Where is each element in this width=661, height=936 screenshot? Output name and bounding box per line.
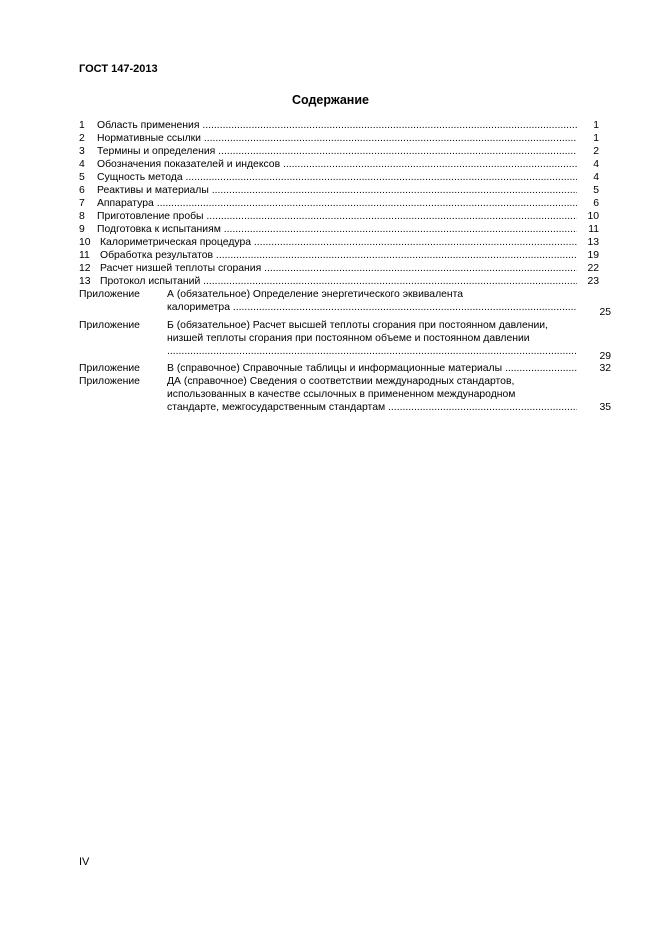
toc-item-page: 4 bbox=[593, 172, 599, 183]
toc-item-page: 22 bbox=[587, 263, 599, 274]
toc-item-number: 2 bbox=[79, 133, 85, 144]
toc-item-title: Расчет низшей теплоты сгорания ..... bbox=[100, 262, 577, 275]
appendix-label: Приложение bbox=[79, 363, 140, 374]
appendix-title-line: ДА (справочное) Сведения о соответствии международных стандартов, bbox=[167, 376, 515, 387]
toc-item[interactable] bbox=[79, 249, 611, 262]
toc-item[interactable] bbox=[79, 236, 611, 249]
toc-item-number: 13 bbox=[79, 276, 91, 287]
appendix-title-line: А (обязательное) Определение энергетического эквивалента bbox=[167, 289, 464, 300]
toc-item-number: 6 bbox=[79, 185, 85, 196]
toc-item[interactable] bbox=[79, 145, 611, 158]
toc-item-title: Подготовка к испытаниям ..... bbox=[97, 223, 577, 236]
toc-item-title: Обозначения показателей и индексов ..... bbox=[97, 158, 577, 171]
toc-item-title: Обработка результатов ..... bbox=[100, 249, 577, 262]
toc-item-page: 19 bbox=[587, 250, 599, 261]
toc-item-number: 4 bbox=[79, 159, 85, 170]
toc-item-page: 10 bbox=[587, 211, 599, 222]
toc-appendix-b[interactable] bbox=[79, 319, 611, 362]
toc-item-page: 1 bbox=[593, 120, 599, 131]
toc-item-title: Нормативные ссылки ..... bbox=[97, 132, 577, 145]
toc-item-title: Аппаратура ..... bbox=[97, 197, 577, 210]
toc-item-number: 11 bbox=[79, 250, 90, 261]
toc-item-number: 7 bbox=[79, 198, 85, 209]
toc-item-title: Область применения ..... bbox=[97, 119, 577, 132]
table-of-contents bbox=[79, 119, 611, 414]
toc-item[interactable] bbox=[79, 197, 611, 210]
toc-appendix-c[interactable] bbox=[79, 362, 611, 375]
toc-item[interactable] bbox=[79, 210, 611, 223]
toc-item-page: 1 bbox=[593, 133, 599, 144]
toc-item-number: 10 bbox=[79, 237, 91, 248]
appendix-page: 25 bbox=[599, 307, 611, 318]
appendix-label: Приложение bbox=[79, 376, 140, 387]
toc-item-page: 2 bbox=[593, 146, 599, 157]
toc-item-title: Реактивы и материалы ..... bbox=[97, 184, 577, 197]
appendix-page: 29 bbox=[599, 351, 611, 362]
appendix-title-line: использованных в качестве ссылочных в примененном международном bbox=[167, 389, 516, 400]
toc-item-page: 4 bbox=[593, 159, 599, 170]
appendix-label: Приложение bbox=[79, 289, 140, 300]
toc-item-number: 9 bbox=[79, 224, 85, 235]
toc-item[interactable] bbox=[79, 262, 611, 275]
appendix-page: 32 bbox=[599, 363, 611, 374]
toc-item-title: Термины и определения ..... bbox=[97, 145, 577, 158]
toc-item[interactable] bbox=[79, 132, 611, 145]
document-code: ГОСТ 147-2013 bbox=[79, 63, 158, 75]
appendix-page: 35 bbox=[599, 402, 611, 413]
toc-item[interactable] bbox=[79, 119, 611, 132]
toc-item[interactable] bbox=[79, 171, 611, 184]
page-number: IV bbox=[79, 856, 90, 868]
toc-item-number: 5 bbox=[79, 172, 85, 183]
toc-item-page: 11 bbox=[588, 224, 599, 235]
toc-appendix-a[interactable] bbox=[79, 288, 611, 318]
appendix-dot-leader bbox=[167, 345, 577, 358]
appendix-label: Приложение bbox=[79, 320, 140, 331]
toc-item-title: Протокол испытаний ..... bbox=[100, 275, 577, 288]
toc-item-page: 5 bbox=[593, 185, 599, 196]
toc-item-number: 3 bbox=[79, 146, 85, 157]
toc-appendix-da[interactable] bbox=[79, 375, 611, 414]
toc-item-number: 1 bbox=[79, 120, 85, 131]
toc-item-title: Калориметрическая процедура ..... bbox=[100, 236, 577, 249]
page-title: Содержание bbox=[291, 93, 369, 107]
toc-item-title: Приготовление пробы ..... bbox=[97, 210, 577, 223]
toc-item[interactable] bbox=[79, 275, 611, 288]
appendix-title-line: стандарте, межгосударственным стандартам ..... bbox=[167, 401, 577, 414]
appendix-title-line: Б (обязательное) Расчет высшей теплоты сгорания при постоянном давлении, bbox=[167, 320, 548, 331]
toc-item-page: 23 bbox=[587, 276, 599, 287]
toc-item-number: 8 bbox=[79, 211, 85, 222]
toc-item-title: Сущность метода ..... bbox=[97, 171, 577, 184]
toc-item[interactable] bbox=[79, 158, 611, 171]
toc-item-page: 6 bbox=[593, 198, 599, 209]
toc-item[interactable] bbox=[79, 184, 611, 197]
toc-item[interactable] bbox=[79, 223, 611, 236]
toc-item-number: 12 bbox=[79, 263, 91, 274]
appendix-title-line: В (справочное) Справочные таблицы и информационные материалы ..... bbox=[167, 362, 577, 375]
appendix-title-line: калориметра ..... bbox=[167, 301, 577, 314]
appendix-title-line: низшей теплоты сгорания при постоянном объеме и постоянном давлении bbox=[167, 333, 530, 344]
toc-item-page: 13 bbox=[587, 237, 599, 248]
